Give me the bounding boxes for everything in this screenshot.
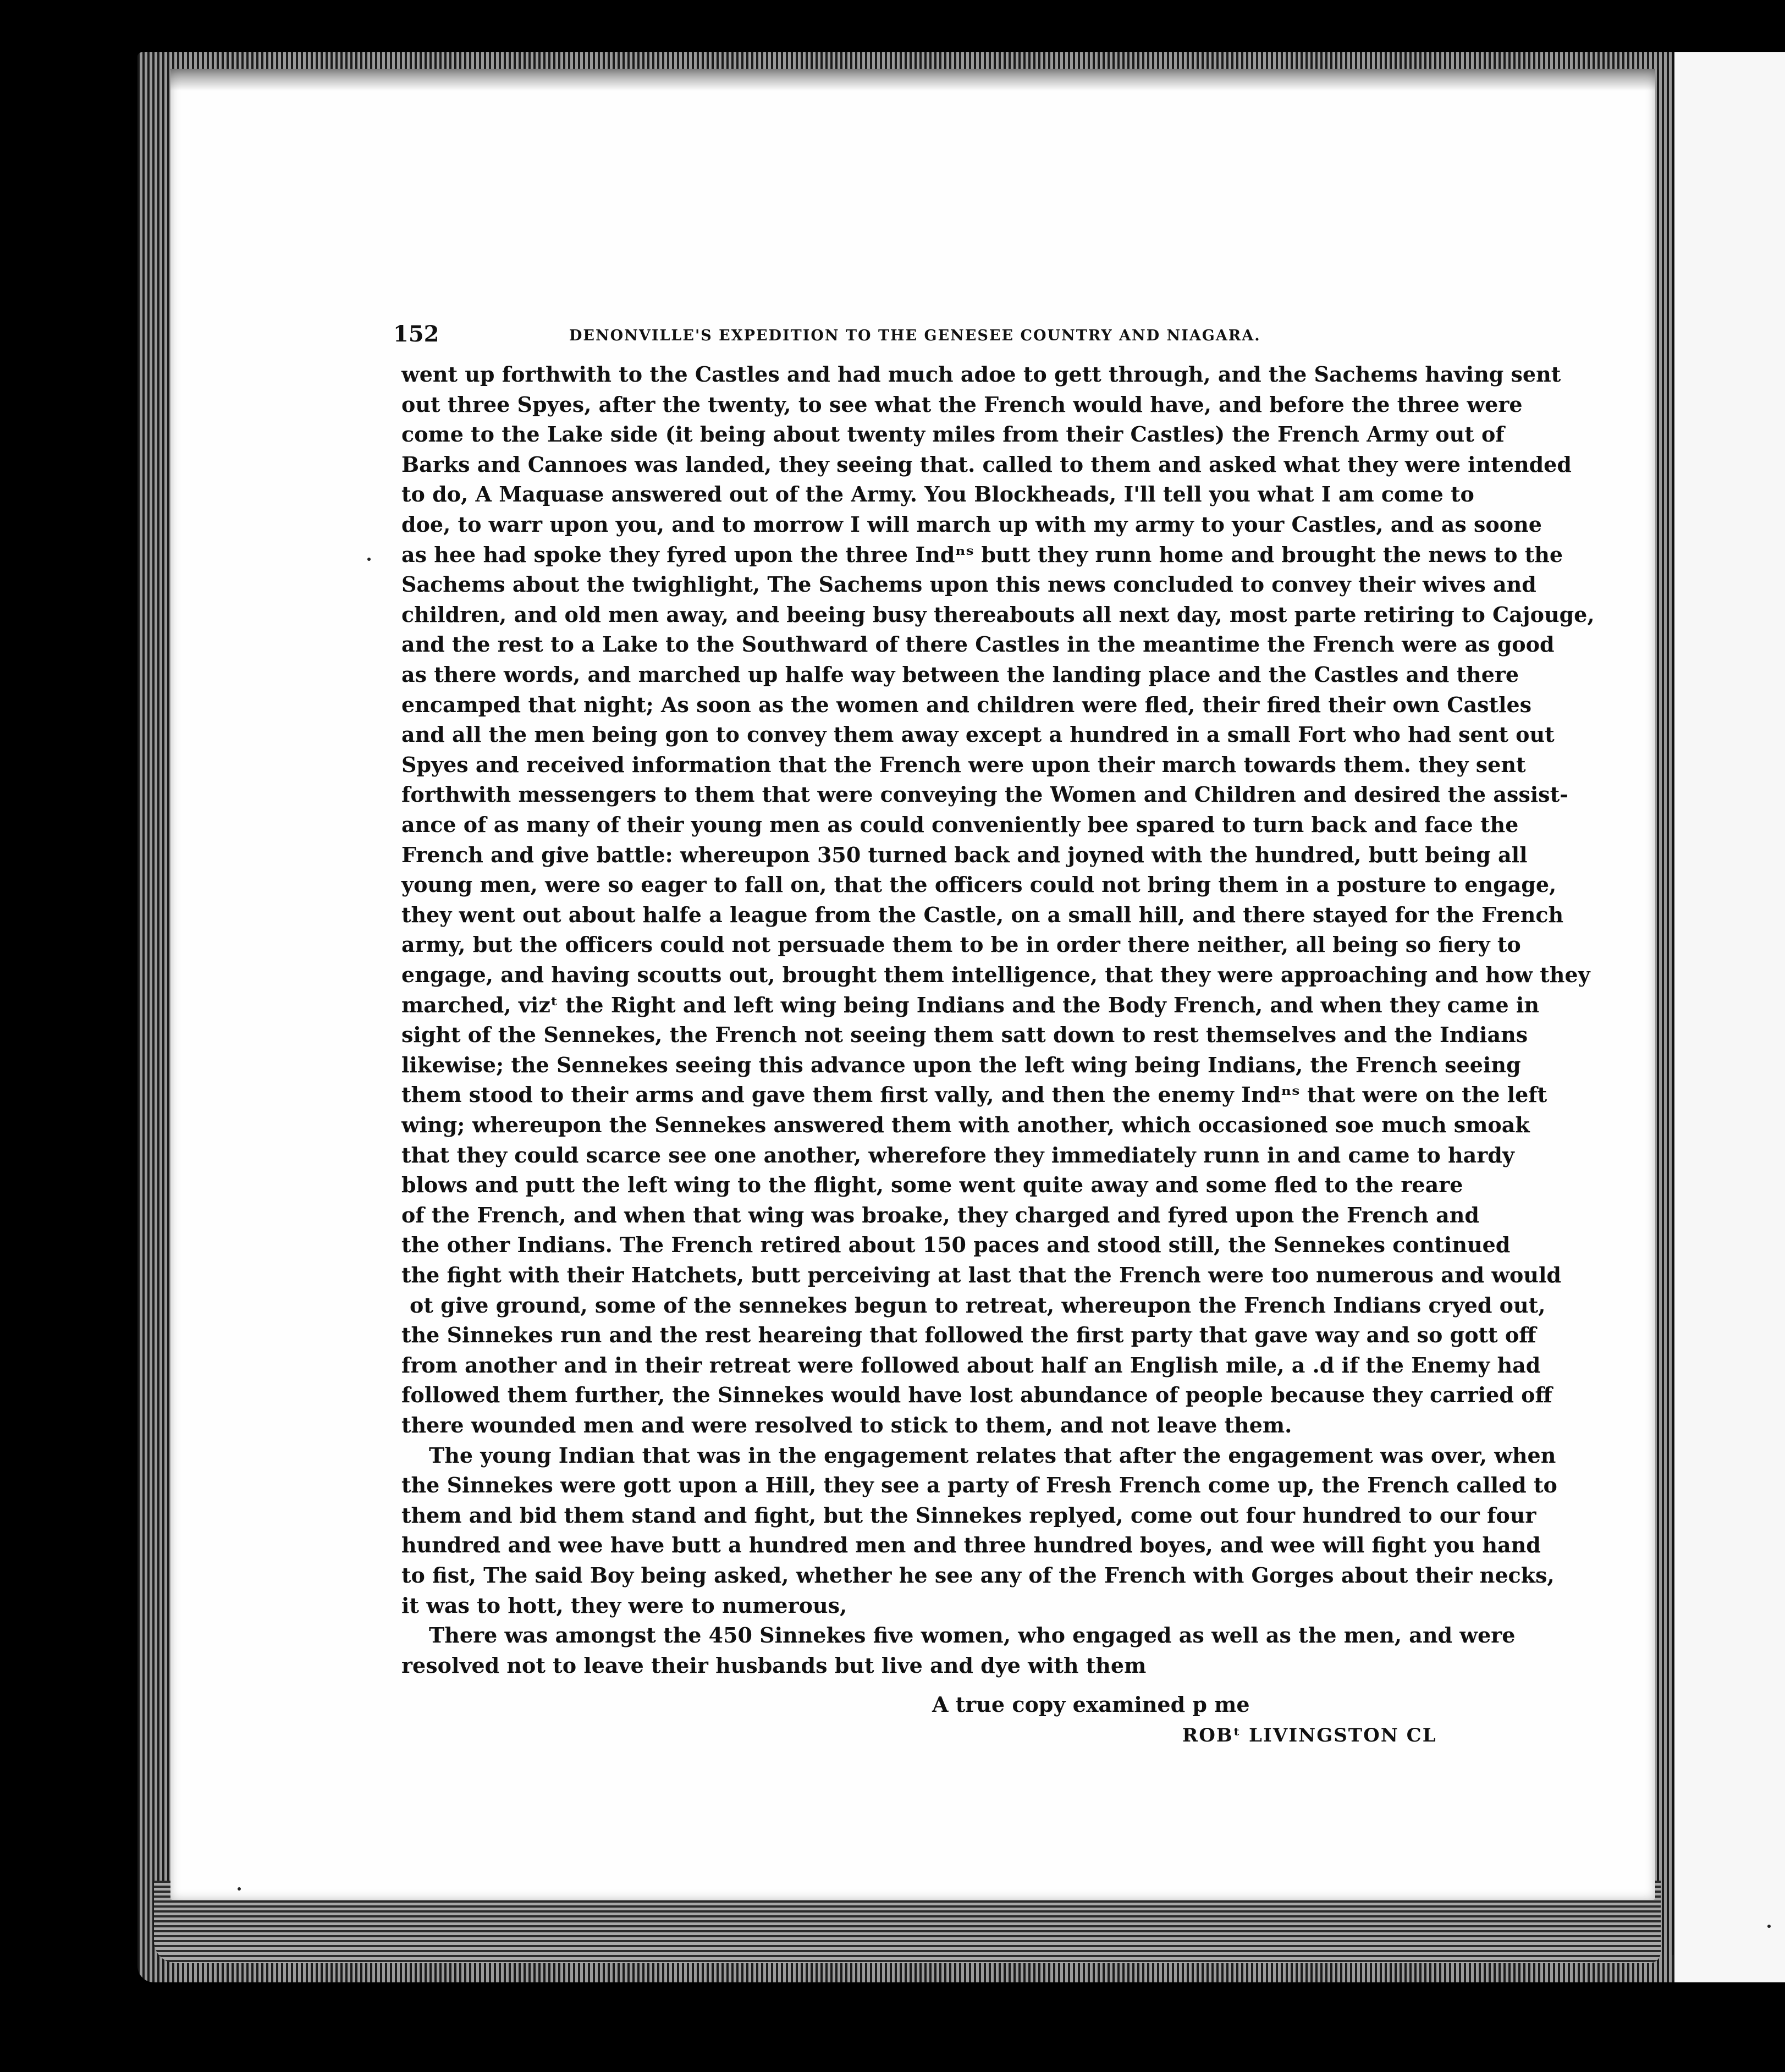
text-line: children, and old men away, and beeing busy thereabouts all next day, most parte retiring to Cajouge, bbox=[401, 602, 1595, 627]
text-line: blows and putt the left wing to the flight, some went quite away and some fled to the reare bbox=[401, 1172, 1463, 1198]
text-line: it was to hott, they were to numerous, bbox=[401, 1592, 847, 1618]
text-line: ot give ground, some of the sennekes begun to retreat, whereupon the French Indians cryed out, bbox=[410, 1292, 1546, 1318]
page-number: 152 bbox=[393, 321, 439, 347]
text-line: to fist, The said Boy being asked, whether he see any of the French with Gorges about their necks, bbox=[401, 1563, 1555, 1588]
text-line: they went out about halfe a league from the Castle, on a small hill, and there stayed for the French bbox=[401, 902, 1564, 927]
text-line: sight of the Sennekes, the French not seeing them satt down to rest themselves and the Indians bbox=[401, 1022, 1528, 1048]
text-line: Barks and Cannoes was landed, they seeing that. called to them and asked what they were intended bbox=[401, 451, 1572, 477]
running-head bbox=[393, 318, 1261, 351]
text-line: as hee had spoke they fyred upon the three Indⁿˢ butt they runn home and brought the news to the bbox=[401, 542, 1563, 567]
text-line: as there words, and marched up halfe way between the landing place and the Castles and there bbox=[401, 662, 1519, 687]
text-line: that they could scarce see one another, wherefore they immediately runn in and came to hardy bbox=[401, 1142, 1514, 1167]
text-line: encamped that night; As soon as the women and children were fled, their fired their own Castles bbox=[401, 692, 1532, 717]
attestation-line: A true copy examined p me bbox=[932, 1692, 1250, 1717]
text-line: Spyes and received information that the French were upon their march towards them. they sent bbox=[401, 752, 1526, 777]
text-line: and all the men being gon to convey them away except a hundred in a small Fort who had sent out bbox=[401, 722, 1555, 747]
text-line: The young Indian that was in the engagement relates that after the engagement was over, when bbox=[429, 1442, 1556, 1468]
text-line: There was amongst the 450 Sinnekes five women, who engaged as well as the men, and were bbox=[429, 1623, 1516, 1648]
text-line: doe, to warr upon you, and to morrow I will march up with my army to your Castles, and as soone bbox=[401, 512, 1542, 537]
text-line: likewise; the Sennekes seeing this advance upon the left wing being Indians, the French seeing bbox=[401, 1052, 1521, 1077]
text-line: ance of as many of their young men as could conveniently bee spared to turn back and face the bbox=[401, 812, 1519, 837]
text-line: the Sinnekes run and the rest heareing that followed the first party that gave way and so gott off bbox=[401, 1322, 1536, 1348]
text-line: them and bid them stand and fight, but the Sinnekes replyed, come out four hundred to our four bbox=[401, 1502, 1536, 1528]
text-line: the other Indians. The French retired about 150 paces and stood still, the Sennekes continued bbox=[401, 1232, 1511, 1258]
text-line: wing; whereupon the Sennekes answered them with another, which occasioned soe much smoak bbox=[401, 1112, 1530, 1137]
text-line: of the French, and when that wing was broake, they charged and fyred upon the French and bbox=[401, 1202, 1479, 1227]
text-line: young men, were so eager to fall on, that the officers could not bring them in a posture to engage, bbox=[401, 872, 1557, 897]
text-line: engage, and having scoutts out, brought them intelligence, that they were approaching and how they bbox=[401, 962, 1590, 987]
text-line: out three Spyes, after the twenty, to see what the French would have, and before the three were bbox=[401, 392, 1523, 417]
text-line: resolved not to leave their husbands but live and dye with them bbox=[401, 1652, 1147, 1678]
text-line: followed them further, the Sinnekes would have lost abundance of people because they carried off bbox=[401, 1382, 1552, 1408]
text-line: there wounded men and were resolved to stick to them, and not leave them. bbox=[401, 1413, 1292, 1437]
text-line: come to the Lake side (it being about twenty miles from their Castles) the French Army out of bbox=[401, 422, 1505, 447]
text-line: army, but the officers could not persuade them to be in order there neither, all being so fiery to bbox=[401, 932, 1521, 957]
running-title: DENONVILLE'S EXPEDITION TO THE GENESEE COUNTRY AND NIAGARA. bbox=[569, 327, 1261, 344]
text-line: French and give battle: whereupon 350 turned back and joyned with the hundred, butt being all bbox=[401, 842, 1528, 867]
text-line: and the rest to a Lake to the Southward of there Castles in the meantime the French were as good bbox=[401, 632, 1555, 657]
text-line: went up forthwith to the Castles and had much adoe to gett through, and the Sachems having sent bbox=[401, 362, 1561, 387]
text-line: to do, A Maquase answered out of the Army. You Blockheads, I'll tell you what I am come to bbox=[401, 482, 1474, 507]
signature: ROBᵗ LIVINGSTON CL bbox=[1182, 1724, 1437, 1746]
text-line: the fight with their Hatchets, butt perceiving at last that the French were too numerous and would bbox=[401, 1263, 1561, 1287]
text-line: from another and in their retreat were followed about half an English mile, a .d if the Enemy had bbox=[401, 1352, 1541, 1377]
text-line: forthwith messengers to them that were conveying the Women and Children and desired the assist- bbox=[401, 782, 1568, 807]
text-line: marched, vizᵗ the Right and left wing being Indians and the Body French, and when they came in bbox=[401, 992, 1539, 1017]
text-line: the Sinnekes were gott upon a Hill, they see a party of Fresh French come up, the French called to bbox=[401, 1473, 1557, 1498]
text-line: hundred and wee have butt a hundred men and three hundred boyes, and wee will fight you hand bbox=[401, 1533, 1541, 1558]
text-line: Sachems about the twighlight, The Sachems upon this news concluded to convey their wives and bbox=[401, 572, 1536, 597]
text-line: them stood to their arms and gave them first vally, and then the enemy Indⁿˢ that were on the left bbox=[401, 1082, 1547, 1107]
